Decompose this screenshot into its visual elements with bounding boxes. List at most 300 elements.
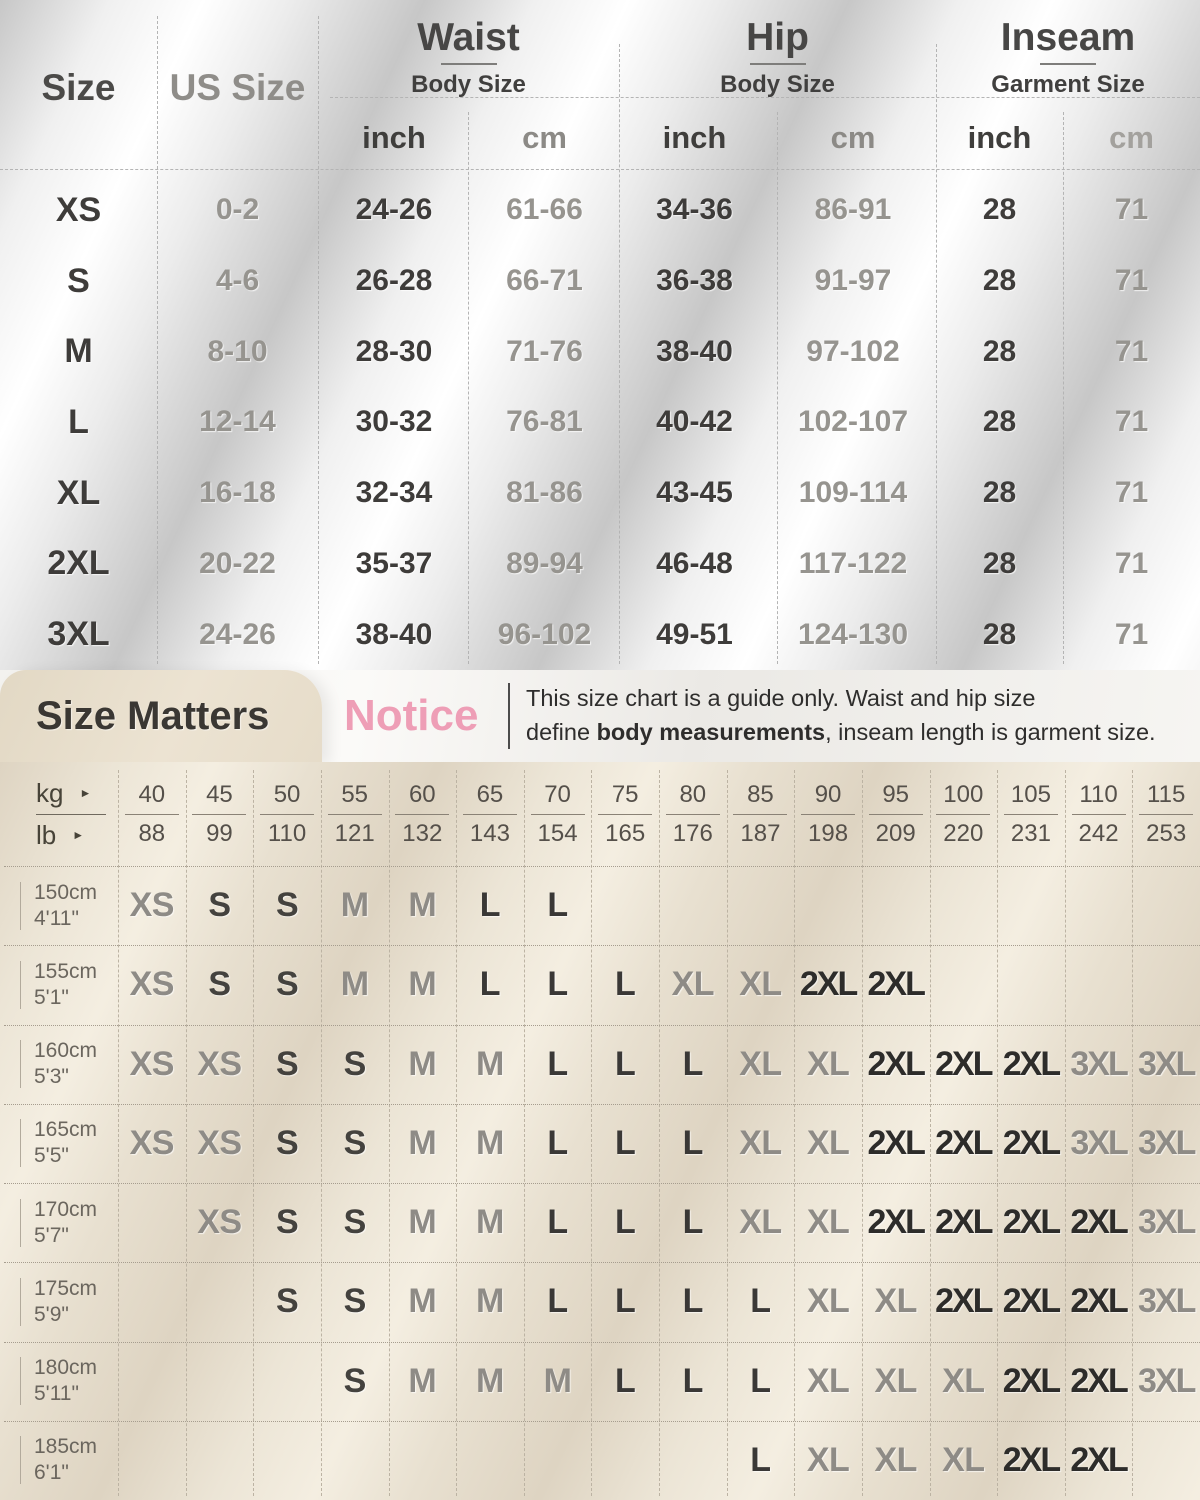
kg-value: 95 <box>882 780 910 808</box>
size-cell: M <box>476 1282 504 1321</box>
size-cell <box>1132 866 1200 945</box>
weight-column-header <box>727 762 795 866</box>
column-divider <box>524 770 525 1496</box>
size-cell: S <box>343 1123 366 1162</box>
inseam-inch-value: 28 <box>982 617 1017 651</box>
size-cell: XL <box>942 1361 985 1400</box>
size-cell: 2XL <box>1002 1123 1060 1162</box>
size-cell: M <box>476 1044 504 1083</box>
weight-column-header <box>456 762 524 866</box>
height-ft: 5'11" <box>34 1382 79 1406</box>
weight-column-header <box>186 762 254 866</box>
size-table-section <box>0 0 1200 670</box>
size-table-rows <box>0 175 1200 670</box>
kg-value: 85 <box>747 780 774 808</box>
size-cell: XS <box>197 1203 242 1242</box>
size-cell: L <box>615 1123 636 1162</box>
size-cell: S <box>275 965 299 1004</box>
size-cell: 2XL <box>1002 1440 1060 1479</box>
size-cell: L <box>615 1282 636 1321</box>
height-ft: 5'3" <box>34 1065 69 1089</box>
size-cell: XL <box>806 1282 850 1321</box>
weight-column-header <box>930 762 998 866</box>
size-cell: 2XL <box>867 965 924 1004</box>
size-cell: 2XL <box>1070 1361 1127 1400</box>
size-cell: XL <box>739 1044 782 1083</box>
lb-value: 253 <box>1146 819 1187 847</box>
size-cell: XL <box>806 1203 850 1242</box>
height-cm: 175cm <box>34 1276 98 1300</box>
table-row-m <box>0 316 1200 387</box>
kg-value: 115 <box>1147 780 1186 808</box>
size-cell: S <box>343 1044 366 1083</box>
unit-header-hip-inch: inch <box>662 120 727 155</box>
size-label: M <box>64 332 93 371</box>
size-cell: 2XL <box>867 1123 924 1162</box>
size-label: XS <box>55 190 102 229</box>
height-cm: 165cm <box>34 1118 98 1142</box>
size-cell <box>118 1342 186 1421</box>
column-divider <box>321 770 322 1496</box>
column-divider <box>794 770 795 1496</box>
inseam-inch-value: 28 <box>982 264 1017 298</box>
us-size-value: 24-26 <box>199 617 276 651</box>
size-label: XL <box>56 473 101 512</box>
size-cell: S <box>275 1282 299 1321</box>
hip-cm-value: 117-122 <box>798 546 908 580</box>
size-cell: 2XL <box>1070 1440 1127 1479</box>
size-cell: S <box>343 1282 366 1321</box>
column-divider <box>253 770 254 1496</box>
size-cell: S <box>343 1361 366 1400</box>
column-divider <box>862 770 863 1496</box>
size-cell <box>591 866 659 945</box>
height-ft: 5'7" <box>34 1223 69 1247</box>
column-divider <box>389 770 390 1496</box>
notice-line-2-post: , inseam length is garment size. <box>825 719 1156 745</box>
lb-value: 242 <box>1078 819 1119 847</box>
hip-cm-value: 109-114 <box>798 476 908 510</box>
weight-column-header <box>997 762 1065 866</box>
size-cell: XL <box>874 1440 917 1479</box>
waist-cm-value: 76-81 <box>506 405 583 439</box>
column-divider <box>591 770 592 1496</box>
arrow-right-icon: ► <box>79 786 92 800</box>
inseam-inch-value: 28 <box>982 476 1017 510</box>
size-cell: M <box>340 965 369 1004</box>
lb-value: 165 <box>605 819 646 847</box>
row-divider <box>4 945 1200 946</box>
size-cell <box>321 1421 389 1500</box>
size-cell: 3XL <box>1138 1361 1195 1400</box>
row-divider <box>4 866 1200 867</box>
fraction-bar <box>463 814 517 815</box>
notice-band <box>0 670 1200 762</box>
height-cm: 160cm <box>34 1039 98 1063</box>
size-cell: S <box>275 1123 299 1162</box>
inseam-cm-value: 71 <box>1114 193 1149 227</box>
size-cell: 3XL <box>1138 1282 1195 1321</box>
size-cell: 3XL <box>1070 1044 1127 1083</box>
weight-column-header <box>591 762 659 866</box>
unit-header-hip-cm: cm <box>830 120 876 155</box>
row-divider <box>4 1183 1200 1184</box>
inseam-cm-value: 71 <box>1114 405 1149 439</box>
fraction-bar <box>869 814 923 815</box>
lb-value: 99 <box>206 819 233 847</box>
height-label <box>0 866 118 945</box>
size-cell: L <box>615 1044 636 1083</box>
size-cell <box>186 1262 254 1341</box>
fraction-bar <box>598 814 652 815</box>
size-cell: 2XL <box>935 1282 992 1321</box>
size-cell: M <box>340 886 369 925</box>
weight-height-matrix <box>0 762 1200 1500</box>
inseam-inch-value: 28 <box>982 405 1017 439</box>
weight-column-header <box>659 762 727 866</box>
kg-label: kg <box>36 777 64 808</box>
height-label <box>0 1342 118 1421</box>
weight-column-header <box>862 762 930 866</box>
size-cell <box>997 866 1065 945</box>
size-cell: XL <box>806 1361 850 1400</box>
size-cell <box>186 1421 254 1500</box>
height-cm: 170cm <box>34 1197 98 1221</box>
waist-inch-value: 30-32 <box>355 405 433 439</box>
column-header-us-size: US Size <box>169 66 306 108</box>
height-ft: 5'9" <box>34 1302 69 1326</box>
column-header-size: Size <box>41 66 116 108</box>
size-cell: L <box>682 1044 703 1083</box>
waist-cm-value: 96-102 <box>497 617 592 651</box>
row-divider <box>4 1104 1200 1105</box>
kg-value: 70 <box>544 780 571 808</box>
inseam-cm-value: 71 <box>1114 546 1149 580</box>
height-cm: 185cm <box>34 1435 98 1459</box>
size-cell: 2XL <box>799 965 857 1004</box>
hip-cm-value: 124-130 <box>797 617 909 651</box>
size-cell <box>591 1421 659 1500</box>
size-cell <box>524 1421 592 1500</box>
height-ft: 5'5" <box>34 1144 69 1168</box>
table-row-2xl <box>0 529 1200 600</box>
size-cell: XS <box>129 1044 174 1083</box>
hip-subtitle: Body Size <box>720 71 835 98</box>
fraction-bar <box>192 814 246 815</box>
height-label <box>0 1183 118 1262</box>
notice-label: Notice <box>344 691 479 740</box>
size-cell: S <box>275 1044 299 1083</box>
lb-value: 220 <box>943 819 984 847</box>
waist-inch-value: 38-40 <box>355 617 433 651</box>
size-matters-tab <box>0 670 322 762</box>
hip-inch-value: 49-51 <box>656 617 733 651</box>
lb-value: 121 <box>334 819 375 847</box>
size-cell: L <box>547 1044 568 1083</box>
column-divider <box>997 770 998 1496</box>
size-label: 3XL <box>47 615 110 654</box>
size-cell: 2XL <box>1070 1282 1127 1321</box>
size-cell: XL <box>806 1440 850 1479</box>
kg-value: 55 <box>341 780 369 808</box>
hip-cm-value: 97-102 <box>806 334 900 368</box>
notice-text <box>526 681 1156 749</box>
fraction-bar <box>395 814 449 815</box>
size-cell: S <box>208 965 231 1004</box>
height-ft: 5'1" <box>34 985 69 1009</box>
inseam-inch-value: 28 <box>982 193 1017 227</box>
row-divider <box>4 1262 1200 1263</box>
weight-column-header <box>524 762 592 866</box>
column-divider <box>1065 770 1066 1496</box>
size-cell: 2XL <box>867 1203 924 1242</box>
size-cell: XS <box>197 1123 242 1162</box>
size-cell <box>1132 1421 1200 1500</box>
size-cell <box>118 1421 186 1500</box>
size-cell: XL <box>874 1361 917 1400</box>
size-label: L <box>68 402 89 441</box>
waist-cm-value: 61-66 <box>506 193 583 227</box>
weight-header-row <box>0 762 1200 866</box>
size-cell: L <box>547 1203 568 1242</box>
hip-underline <box>750 63 806 65</box>
height-row <box>0 866 1200 945</box>
size-cell: L <box>682 1361 703 1400</box>
fraction-bar <box>801 814 855 815</box>
fraction-bar <box>328 814 382 815</box>
size-cell: L <box>479 965 501 1004</box>
size-cell: 2XL <box>935 1203 992 1242</box>
lb-value: 110 <box>267 819 307 847</box>
column-divider <box>186 770 187 1496</box>
height-label <box>0 1025 118 1104</box>
waist-inch-value: 24-26 <box>355 193 433 227</box>
size-cell: L <box>615 965 636 1004</box>
size-cell: XL <box>806 1044 850 1083</box>
size-cell <box>659 866 727 945</box>
kg-value: 90 <box>814 780 842 808</box>
lb-label: lb <box>36 819 57 850</box>
height-label <box>0 1421 118 1500</box>
height-cm: 180cm <box>34 1356 98 1380</box>
table-row-xl <box>0 458 1200 529</box>
height-label <box>0 945 118 1024</box>
row-divider <box>4 1025 1200 1026</box>
size-cell: M <box>408 886 437 925</box>
size-label: S <box>67 261 90 300</box>
size-cell: XL <box>739 1123 782 1162</box>
inseam-inch-value: 28 <box>982 546 1017 580</box>
fraction-bar <box>666 814 720 815</box>
kg-value: 105 <box>1010 780 1051 808</box>
inseam-subtitle: Garment Size <box>991 71 1145 98</box>
size-cell <box>930 866 998 945</box>
fraction-bar <box>936 814 990 815</box>
notice-line-1: This size chart is a guide only. Waist and hip size <box>526 685 1036 711</box>
size-matters-title: Size Matters <box>36 694 270 738</box>
size-cell <box>1132 945 1200 1024</box>
size-cell: XL <box>739 1203 782 1242</box>
height-cm: 155cm <box>34 959 98 983</box>
waist-inch-value: 32-34 <box>355 476 433 510</box>
kg-value: 40 <box>138 780 166 808</box>
size-cell: 3XL <box>1138 1203 1195 1242</box>
lb-value: 209 <box>875 819 916 847</box>
size-cell: XS <box>129 1123 174 1162</box>
column-group-waist <box>318 16 619 99</box>
size-cell: L <box>750 1282 771 1321</box>
size-cell: L <box>547 965 568 1004</box>
size-cell: XL <box>874 1282 917 1321</box>
weight-column-header <box>1132 762 1200 866</box>
size-cell: XL <box>806 1123 850 1162</box>
hip-cm-value: 86-91 <box>814 193 892 227</box>
size-cell: M <box>408 1361 437 1400</box>
size-cell <box>930 945 998 1024</box>
size-cell: L <box>547 886 568 925</box>
table-row-3xl <box>0 599 1200 670</box>
us-size-value: 4-6 <box>215 264 260 298</box>
size-cell <box>253 1421 321 1500</box>
lb-value: 198 <box>808 819 849 847</box>
lb-value: 187 <box>740 819 781 847</box>
size-cell: 3XL <box>1138 1044 1195 1083</box>
fraction-bar <box>1139 814 1193 815</box>
unit-header-inseam-inch: inch <box>967 120 1032 155</box>
units-divider-line <box>0 169 1200 170</box>
fraction-bar <box>531 814 585 815</box>
kg-lb-divider <box>36 814 106 815</box>
size-cell: 3XL <box>1138 1123 1195 1162</box>
kg-value: 110 <box>1079 780 1118 808</box>
size-cell: XL <box>942 1440 985 1479</box>
size-cell: M <box>408 1282 437 1321</box>
height-row <box>0 1025 1200 1104</box>
size-cell <box>118 1183 186 1262</box>
size-cell: 2XL <box>1070 1203 1127 1242</box>
size-cell: L <box>750 1361 771 1400</box>
fraction-bar <box>125 814 179 815</box>
size-cell: L <box>615 1361 636 1400</box>
size-cell: 2XL <box>1002 1282 1060 1321</box>
column-divider <box>659 770 660 1496</box>
hip-title: Hip <box>746 16 809 59</box>
size-cell <box>727 866 795 945</box>
column-group-hip <box>619 16 936 99</box>
height-label <box>0 1104 118 1183</box>
lb-value: 176 <box>672 819 713 847</box>
weight-column-header <box>321 762 389 866</box>
waist-cm-value: 81-86 <box>506 476 583 510</box>
size-cell <box>118 1262 186 1341</box>
fraction-bar <box>1072 814 1126 815</box>
fraction-bar <box>733 814 787 815</box>
size-cell: 2XL <box>935 1044 992 1083</box>
height-row <box>0 1183 1200 1262</box>
weight-unit-labels <box>0 762 118 866</box>
height-row <box>0 1262 1200 1341</box>
kg-value: 60 <box>408 780 436 808</box>
fraction-bar <box>1004 814 1058 815</box>
kg-label-row <box>36 778 91 809</box>
waist-inch-value: 28-30 <box>355 334 433 368</box>
size-cell: M <box>408 1123 437 1162</box>
weight-column-header <box>389 762 457 866</box>
row-divider <box>4 1342 1200 1343</box>
size-cell <box>794 866 862 945</box>
hip-inch-value: 40-42 <box>656 405 733 439</box>
height-row <box>0 945 1200 1024</box>
us-size-value: 16-18 <box>199 476 276 510</box>
weight-column-header <box>253 762 321 866</box>
header-divider-line <box>330 97 1200 98</box>
hip-cm-value: 102-107 <box>797 405 909 439</box>
waist-title: Waist <box>417 16 520 59</box>
size-cell: M <box>408 1203 437 1242</box>
column-group-inseam <box>936 16 1200 99</box>
height-row <box>0 1104 1200 1183</box>
weight-column-header <box>1065 762 1133 866</box>
size-cell: M <box>476 1123 504 1162</box>
size-cell <box>253 1342 321 1421</box>
column-divider <box>727 770 728 1496</box>
inseam-cm-value: 71 <box>1114 476 1149 510</box>
inseam-underline <box>1040 63 1096 65</box>
size-cell: L <box>547 1282 568 1321</box>
lb-value: 143 <box>469 819 510 847</box>
row-divider <box>4 1421 1200 1422</box>
waist-subtitle: Body Size <box>411 71 526 98</box>
waist-cm-value: 71-76 <box>506 334 583 368</box>
size-cell: L <box>547 1123 568 1162</box>
size-cell: 2XL <box>867 1044 924 1083</box>
hip-inch-value: 36-38 <box>656 264 733 298</box>
size-cell: S <box>208 886 231 925</box>
unit-header-inseam-cm: cm <box>1109 120 1154 155</box>
hip-inch-value: 43-45 <box>656 476 733 510</box>
kg-value: 75 <box>611 780 639 808</box>
size-cell: S <box>275 886 299 925</box>
lb-label-row <box>36 820 84 851</box>
height-row <box>0 1421 1200 1500</box>
size-cell: XS <box>129 965 174 1004</box>
hip-cm-value: 91-97 <box>814 264 892 298</box>
inseam-cm-value: 71 <box>1114 334 1149 368</box>
arrow-right-icon: ► <box>72 828 85 842</box>
waist-cm-value: 66-71 <box>506 264 583 298</box>
notice-divider <box>508 683 510 749</box>
column-divider <box>1132 770 1133 1496</box>
size-cell: 2XL <box>1002 1044 1060 1083</box>
size-cell <box>659 1421 727 1500</box>
height-ft: 6'1" <box>34 1461 69 1485</box>
size-cell: M <box>476 1361 504 1400</box>
size-cell: S <box>343 1203 366 1242</box>
size-cell <box>997 945 1065 1024</box>
column-divider <box>456 770 457 1496</box>
us-size-value: 8-10 <box>207 334 268 368</box>
size-cell: L <box>615 1203 636 1242</box>
size-cell: S <box>275 1203 299 1242</box>
waist-underline <box>441 63 497 65</box>
height-ft: 4'11" <box>34 906 79 930</box>
size-cell: L <box>750 1440 771 1479</box>
table-row-xs <box>0 175 1200 246</box>
size-cell: 2XL <box>1002 1361 1060 1400</box>
waist-cm-value: 89-94 <box>506 546 583 580</box>
height-cm: 150cm <box>34 880 98 904</box>
inseam-cm-value: 71 <box>1114 264 1149 298</box>
